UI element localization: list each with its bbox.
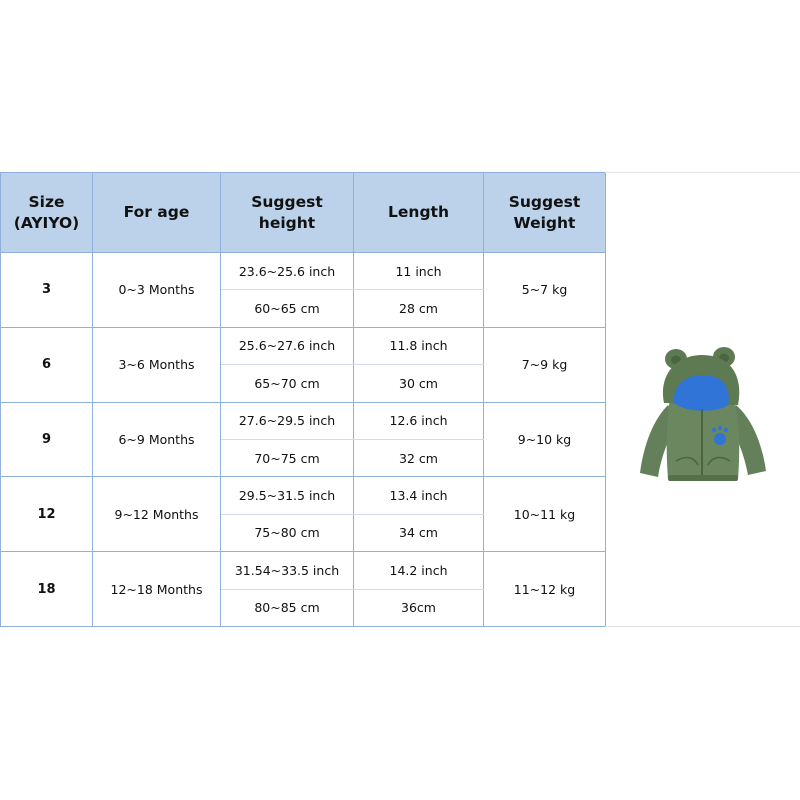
header-height-line2: height bbox=[258, 213, 316, 232]
weight-cell: 7~9 kg bbox=[484, 327, 606, 402]
table-row bbox=[1, 402, 606, 439]
weight-cell: 9~10 kg bbox=[484, 402, 606, 477]
length-inch-cell: 14.2 inch bbox=[354, 552, 484, 589]
weight-cell: 11~12 kg bbox=[484, 552, 606, 627]
length-inch-cell: 12.6 inch bbox=[354, 402, 484, 439]
header-weight-line2: Weight bbox=[513, 213, 576, 232]
hooded-jacket-icon bbox=[630, 343, 775, 483]
table-row bbox=[1, 327, 606, 364]
length-cm-cell: 36cm bbox=[354, 589, 484, 626]
size-cell: 9 bbox=[1, 402, 93, 477]
size-cell: 3 bbox=[1, 253, 93, 328]
length-inch-cell: 11 inch bbox=[354, 253, 484, 290]
length-cm-cell: 32 cm bbox=[354, 439, 484, 476]
length-cm-cell: 28 cm bbox=[354, 290, 484, 327]
header-weight bbox=[484, 173, 606, 253]
age-cell: 0~3 Months bbox=[93, 253, 221, 328]
height-cm-cell: 80~85 cm bbox=[221, 589, 354, 626]
height-cm-cell: 75~80 cm bbox=[221, 514, 354, 551]
length-cm-cell: 34 cm bbox=[354, 514, 484, 551]
header-height-line1: Suggest bbox=[251, 192, 323, 211]
product-image-panel bbox=[605, 172, 800, 627]
age-cell: 12~18 Months bbox=[93, 552, 221, 627]
size-chart-table bbox=[0, 172, 606, 627]
age-cell: 3~6 Months bbox=[93, 327, 221, 402]
header-weight-line1: Suggest bbox=[508, 192, 581, 211]
length-inch-cell: 13.4 inch bbox=[354, 477, 484, 514]
header-length: Length bbox=[354, 173, 484, 253]
header-size-line2: (AYIYO) bbox=[13, 213, 80, 232]
height-inch-cell: 27.6~29.5 inch bbox=[221, 402, 354, 439]
header-age: For age bbox=[93, 173, 221, 253]
header-size-line1: Size bbox=[28, 192, 65, 211]
height-inch-cell: 25.6~27.6 inch bbox=[221, 327, 354, 364]
weight-cell: 10~11 kg bbox=[484, 477, 606, 552]
size-cell: 18 bbox=[1, 552, 93, 627]
height-cm-cell: 65~70 cm bbox=[221, 365, 354, 402]
height-inch-cell: 23.6~25.6 inch bbox=[221, 253, 354, 290]
height-cm-cell: 60~65 cm bbox=[221, 290, 354, 327]
header-row bbox=[1, 173, 606, 253]
table-row bbox=[1, 552, 606, 589]
header-size bbox=[1, 173, 93, 253]
table-row bbox=[1, 253, 606, 290]
length-cm-cell: 30 cm bbox=[354, 365, 484, 402]
size-cell: 12 bbox=[1, 477, 93, 552]
height-inch-cell: 31.54~33.5 inch bbox=[221, 552, 354, 589]
size-cell: 6 bbox=[1, 327, 93, 402]
table-row bbox=[1, 477, 606, 514]
weight-cell: 5~7 kg bbox=[484, 253, 606, 328]
length-inch-cell: 11.8 inch bbox=[354, 327, 484, 364]
height-inch-cell: 29.5~31.5 inch bbox=[221, 477, 354, 514]
height-cm-cell: 70~75 cm bbox=[221, 439, 354, 476]
age-cell: 6~9 Months bbox=[93, 402, 221, 477]
header-height bbox=[221, 173, 354, 253]
age-cell: 9~12 Months bbox=[93, 477, 221, 552]
